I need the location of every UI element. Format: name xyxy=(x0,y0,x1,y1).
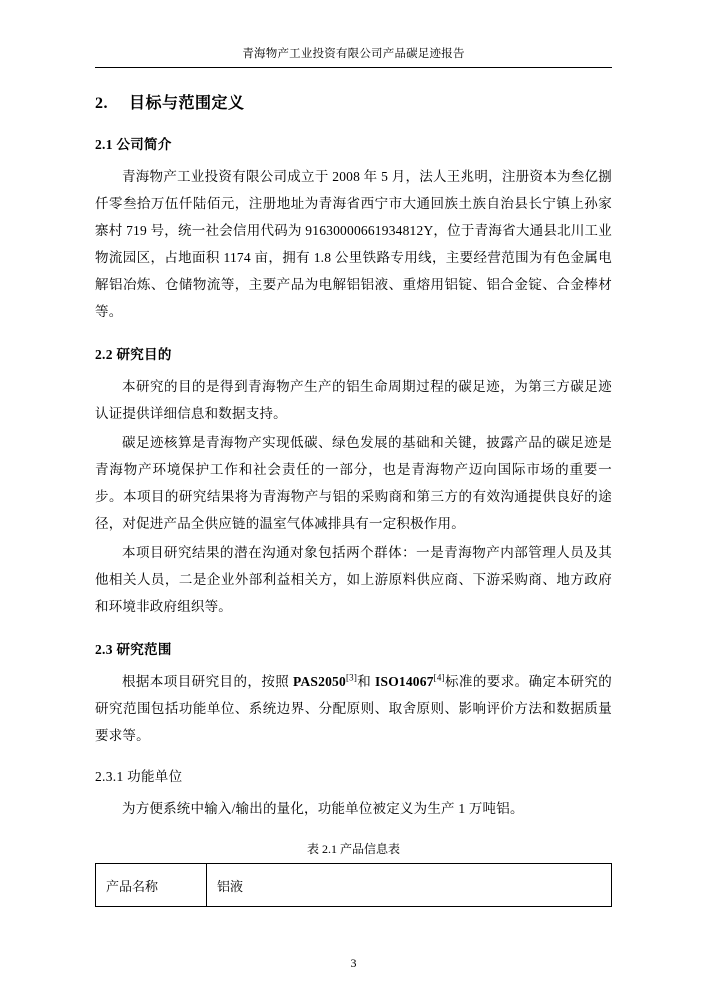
subsection-heading-2-3-1: 2.3.1 功能单位 xyxy=(95,769,183,784)
document-body xyxy=(95,90,612,907)
product-info-table xyxy=(95,863,612,907)
section-heading xyxy=(95,90,612,113)
section-title: 目标与范围定义 xyxy=(129,95,245,112)
table-caption: 表 2.1 产品信息表 xyxy=(306,842,400,856)
subsection-heading-2-3: 2.3 研究范围 xyxy=(95,642,172,657)
table-body xyxy=(96,864,612,907)
paragraph-2-1-1: 青海物产工业投资有限公司成立于 2008 年 5 月，法人王兆明，注册资本为叁亿捌仟零叁拾万伍仟陆佰元，注册地址为青海省西宁市大通回族土族自治县长宁镇上孙家寨村 719 号，统一社会信用代码为 91630000661934812Y，位于青海省大通县北川工业物流园区，占地面积 1174 亩，拥有 1.8 公里铁路专用线，主要经营范围为有色金属电解铝冶炼、仓储物流等，主要产品为电解铝铝液、重熔用铝锭、铝合金锭、合金棒材等。 xyxy=(95,169,612,319)
page-header: 青海物产工业投资有限公司产品碳足迹报告 xyxy=(95,45,612,68)
subsection-heading-2-1: 2.1 公司简介 xyxy=(95,137,172,152)
table-cell-label: 产品名称 xyxy=(96,864,207,907)
table-row xyxy=(96,864,612,907)
page-content-area xyxy=(95,45,612,959)
paragraph-2-2-1: 本研究的目的是得到青海物产生产的铝生命周期过程的碳足迹，为第三方碳足迹认证提供详细信息和数据支持。 xyxy=(95,379,612,421)
paragraph-2-2-3: 本项目研究结果的潜在沟通对象包括两个群体：一是青海物产内部管理人员及其他相关人员，二是企业外部利益相关方，如上游原料供应商、下游采购商、地方政府和环境非政府组织等。 xyxy=(95,545,612,614)
paragraph-2-2-2: 碳足迹核算是青海物产实现低碳、绿色发展的基础和关键，披露产品的碳足迹是青海物产环境保护工作和社会责任的一部分，也是青海物产迈向国际市场的重要一步。本项目的研究结果将为青海物产与铝的采购商和第三方的有效沟通提供良好的途径，对促进产品全供应链的温室气体减排具有一定积极作用。 xyxy=(95,435,612,531)
paragraph-2-3-1: 根据本项目研究目的，按照 PAS2050[3]和 ISO14067[4]标准的要求。确定本研究的研究范围包括功能单位、系统边界、分配原则、取舍原则、影响评价方法和数据质量要求等。 xyxy=(95,672,612,743)
paragraph-2-3-1-1: 为方便系统中输入/输出的量化，功能单位被定义为生产 1 万吨铝。 xyxy=(122,801,524,816)
section-number: 2. xyxy=(95,95,108,112)
page-number: 3 xyxy=(350,956,357,970)
table-cell-value: 铝液 xyxy=(207,864,612,907)
subsection-heading-2-2: 2.2 研究目的 xyxy=(95,347,172,362)
